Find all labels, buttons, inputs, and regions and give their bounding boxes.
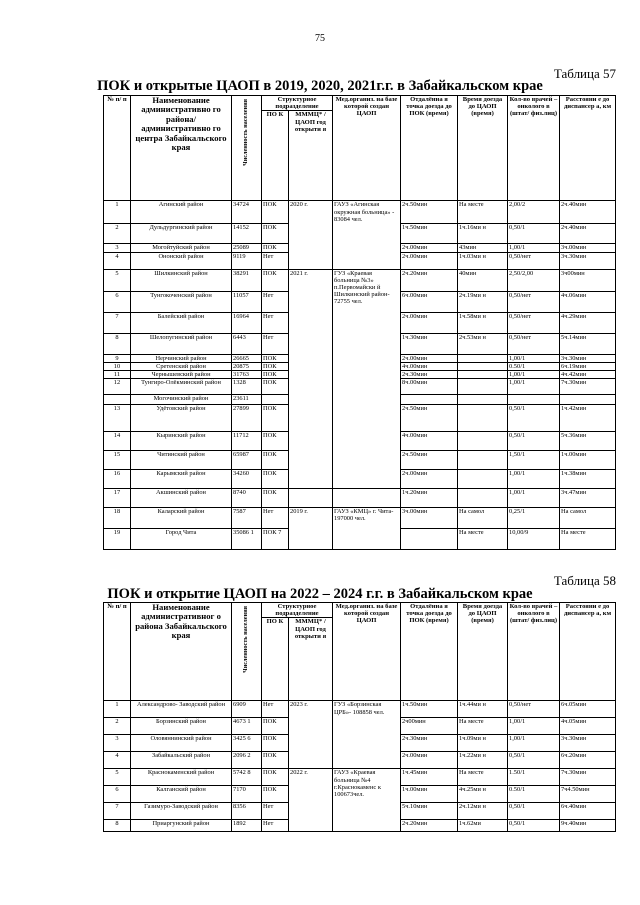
cell-pop: 34724 (232, 201, 262, 224)
cell-pok: ПОК (262, 371, 289, 379)
cell-far: 5ч.10мин (401, 803, 458, 820)
cell-n: 6 (104, 291, 131, 312)
cell-far: 3ч.00мин (401, 508, 458, 529)
cell-pop: 16964 (232, 312, 262, 333)
cell-name: Забайкальский район (131, 752, 232, 769)
col-header-district: Наименование административно го района/ административно го центра Забайкальского края (131, 96, 232, 201)
col-header-distance-km: Расстояни е до диспансер а, км (560, 96, 616, 201)
cell-n: 9 (104, 354, 131, 362)
cell-name: Краснокаменский район (131, 769, 232, 786)
cell-pok: ПОК 7 (262, 529, 289, 550)
cell-name: Могочинский район (131, 395, 232, 405)
cell-pok: ПОК (262, 379, 289, 395)
cell-time (458, 362, 508, 370)
table-58-title: ПОК и открытие ЦАОП на 2022 – 2024 г.г. в Забайкальском крае (107, 586, 533, 602)
cell-time: 1ч.09ми н (458, 735, 508, 752)
cell-far (401, 529, 458, 550)
cell-pok: ПОК (262, 432, 289, 451)
col-header-doctors: Кол-во врачей – онколого в (штат/ физ.лиц) (508, 96, 560, 201)
cell-doc: 0.50/1 (508, 786, 560, 803)
cell-doc: 0,50/1 (508, 224, 560, 244)
cell-far: 2ч.50мин (401, 201, 458, 224)
cell-doc: 1,00/1 (508, 354, 560, 362)
cell-far: 2ч.00мин (401, 354, 458, 362)
cell-name: Тунгиро-Олёкминский район (131, 379, 232, 395)
cell-pop: 4673 1 (232, 718, 262, 735)
cell-far: 2ч.00мин (401, 244, 458, 252)
cell-n: 2 (104, 224, 131, 244)
cell-far: 8ч.00мин (401, 379, 458, 395)
cell-doc: 0,50/1 (508, 820, 560, 832)
cell-n: 12 (104, 379, 131, 395)
cell-pok: ПОК (262, 269, 289, 291)
cell-pop: 6909 (232, 701, 262, 718)
cell-doc: 0,50/1 (508, 405, 560, 432)
cell-med: ГУЗ «Борзинская ЦРБ»- 108858 чел. (333, 701, 401, 769)
cell-name: Шилкинский район (131, 269, 232, 291)
cell-far: 1ч.00мин (401, 786, 458, 803)
col-header-travel-time: Время доезда до ЦАОП (время) (458, 603, 508, 701)
cell-time: На месте (458, 769, 508, 786)
cell-pok: ПОК (262, 362, 289, 370)
cell-pok: Нет (262, 803, 289, 820)
table-row (104, 769, 616, 786)
cell-far: 1ч.45мин (401, 769, 458, 786)
col-header-population: Численность населения (232, 96, 262, 201)
cell-doc: 2,50/2,00 (508, 269, 560, 291)
cell-med: ГУЗ «Краевая больница №3» п.Первомайски й Шилкинский район- 72755 чел. (333, 269, 401, 489)
col-header-mmmc: МММЦ* / ЦАОП год открыти я (289, 618, 333, 701)
table-58-caption: Таблица 58 (553, 573, 616, 588)
cell-pok: Нет (262, 291, 289, 312)
cell-dist: 6ч.19мин (560, 362, 616, 370)
cell-pop: 1892 (232, 820, 262, 832)
cell-pop: 6443 (232, 333, 262, 354)
cell-n: 8 (104, 820, 131, 832)
cell-pok: ПОК (262, 769, 289, 786)
cell-time: 2ч.53ми н (458, 333, 508, 354)
cell-dist: 2ч.40мин (560, 201, 616, 224)
cell-far: 1ч.50мин (401, 224, 458, 244)
col-header-pok: ПО К (262, 111, 289, 201)
cell-time (458, 432, 508, 451)
cell-far: 1ч.30мин (401, 333, 458, 354)
cell-dist: 6ч.40мин (560, 803, 616, 820)
cell-pop: 14152 (232, 224, 262, 244)
cell-doc (508, 395, 560, 405)
cell-pop: 3425 6 (232, 735, 262, 752)
cell-dist: 3ч.00мин (560, 244, 616, 252)
table-57-caption: Таблица 57 (553, 66, 616, 81)
cell-time: 1ч.44ми н (458, 701, 508, 718)
cell-year (289, 489, 333, 508)
cell-name: Агинский район (131, 201, 232, 224)
cell-far: 2ч.00мин (401, 752, 458, 769)
cell-far: 2ч.50мин (401, 451, 458, 470)
cell-doc: 0,25/1 (508, 508, 560, 529)
cell-dist: 3ч.30мин (560, 252, 616, 269)
cell-doc: 1,00/1 (508, 735, 560, 752)
cell-doc: 1,00/1 (508, 470, 560, 489)
cell-year: 2023 г. (289, 701, 333, 769)
table-row (104, 489, 616, 508)
cell-dist: 1ч.00мин (560, 451, 616, 470)
cell-time: На месте (458, 201, 508, 224)
cell-time: 4ч.25ми н (458, 786, 508, 803)
cell-dist: 1ч.38мин (560, 470, 616, 489)
cell-n: 4 (104, 752, 131, 769)
cell-time: На месте (458, 718, 508, 735)
cell-doc: 2,00/2 (508, 201, 560, 224)
cell-time: 43мин (458, 244, 508, 252)
cell-time (458, 371, 508, 379)
col-header-medorg: Мед.организ. на базе которой создан ЦАОП (333, 96, 401, 201)
cell-pop: 8356 (232, 803, 262, 820)
cell-pop: 26665 (232, 354, 262, 362)
cell-name: Ононский район (131, 252, 232, 269)
cell-med: ГАУЗ «Краевая больница №4 г.Краснокаменс к 100673чел. (333, 769, 401, 832)
cell-time (458, 405, 508, 432)
cell-far: 4ч.00мин (401, 362, 458, 370)
col-header-medorg: Мед.организ. на базе которой создан ЦАОП (333, 603, 401, 701)
table-row (104, 701, 616, 718)
cell-dist: 4ч.06мин (560, 291, 616, 312)
page-number: 75 (315, 33, 325, 44)
cell-doc: 0,50/1 (508, 803, 560, 820)
table-57-title: ПОК и открытые ЦАОП в 2019, 2020, 2021г.г. в Забайкальском крае (97, 78, 543, 94)
cell-time: 1ч.03ми н (458, 252, 508, 269)
cell-time: 2ч.12ми н (458, 803, 508, 820)
cell-pop: 31763 (232, 371, 262, 379)
cell-time: 1ч.62ми (458, 820, 508, 832)
table-58 (103, 602, 616, 832)
cell-dist: 3ч00мин (560, 269, 616, 291)
cell-n: 16 (104, 470, 131, 489)
cell-time: На самол (458, 508, 508, 529)
cell-doc: 1.50/1 (508, 769, 560, 786)
cell-year: 2019 г. (289, 508, 333, 550)
table-row (104, 201, 616, 224)
cell-pok (262, 395, 289, 405)
cell-dist: 9ч.40мин (560, 820, 616, 832)
cell-dist: 3ч.30мин (560, 735, 616, 752)
col-header-travel-time: Время доезда до ЦАОП (время) (458, 96, 508, 201)
cell-pok: Нет (262, 252, 289, 269)
col-header-pok: ПО К (262, 618, 289, 701)
cell-n: 5 (104, 769, 131, 786)
col-header-district: Наименование административног о района Забайкальского края (131, 603, 232, 701)
cell-name: Читинский район (131, 451, 232, 470)
cell-med (333, 489, 401, 508)
cell-n: 5 (104, 269, 131, 291)
cell-dist: 2ч.40мин (560, 224, 616, 244)
cell-doc: 0,50/нет (508, 312, 560, 333)
table-row (104, 269, 616, 291)
cell-dist: 4ч.29мин (560, 312, 616, 333)
cell-far: 2ч.00мин (401, 312, 458, 333)
cell-pok: ПОК (262, 470, 289, 489)
cell-n: 17 (104, 489, 131, 508)
cell-dist: 6ч.20мин (560, 752, 616, 769)
cell-dist: На месте (560, 529, 616, 550)
cell-n: 2 (104, 718, 131, 735)
cell-pok: ПОК (262, 752, 289, 769)
cell-doc: 1,50/1 (508, 451, 560, 470)
table-57 (103, 95, 616, 550)
cell-name: Карымский район (131, 470, 232, 489)
cell-dist: 6ч.05мин (560, 701, 616, 718)
cell-n: 7 (104, 803, 131, 820)
cell-doc: 0.50/1 (508, 362, 560, 370)
col-header-distance-point: Отдалённа я точка доезда до ПОК (время) (401, 603, 458, 701)
cell-far: 2ч.30мин (401, 735, 458, 752)
cell-pok: ПОК (262, 718, 289, 735)
cell-n: 1 (104, 201, 131, 224)
cell-pop: 11712 (232, 432, 262, 451)
cell-far: 2ч.20мин (401, 269, 458, 291)
cell-pop: 20875 (232, 362, 262, 370)
cell-n: 15 (104, 451, 131, 470)
cell-pok: ПОК (262, 224, 289, 244)
cell-doc: 0,50/1 (508, 752, 560, 769)
cell-n: 3 (104, 735, 131, 752)
cell-name: Каларский район (131, 508, 232, 529)
cell-doc: 1,00/1 (508, 489, 560, 508)
cell-name: Нерчинский район (131, 354, 232, 362)
cell-dist: 3ч.30мин (560, 354, 616, 362)
col-header-distance-km: Расстояни е до диспансер а, км (560, 603, 616, 701)
cell-pok: ПОК (262, 201, 289, 224)
cell-dist (560, 395, 616, 405)
cell-pop: 38291 (232, 269, 262, 291)
cell-dist: На самол (560, 508, 616, 529)
cell-far: 2ч.30мин (401, 371, 458, 379)
cell-doc: 10,00/9 (508, 529, 560, 550)
cell-pop: 2096 2 (232, 752, 262, 769)
cell-name: Оловяннинский район (131, 735, 232, 752)
cell-name: Александрово- Заводский район (131, 701, 232, 718)
col-header-distance-point: Отдалённа я точка доезда до ПОК (время) (401, 96, 458, 201)
cell-pop: 35086 1 (232, 529, 262, 550)
cell-name: Акшинский район (131, 489, 232, 508)
cell-far: 4ч.00мин (401, 432, 458, 451)
cell-dist: 5ч.14мин (560, 333, 616, 354)
cell-pop: 65987 (232, 451, 262, 470)
col-header-structural: Структурное подразделение (262, 96, 333, 111)
cell-far: 2ч.20мин (401, 820, 458, 832)
cell-doc: 0,50/нет (508, 701, 560, 718)
cell-year: 2022 г. (289, 769, 333, 832)
cell-time: На месте (458, 529, 508, 550)
cell-pop: 23611 (232, 395, 262, 405)
cell-pok: Нет (262, 333, 289, 354)
cell-far: 6ч.00мин (401, 291, 458, 312)
cell-pok: ПОК (262, 735, 289, 752)
cell-doc: 0,50/нет (508, 291, 560, 312)
cell-far: 2ч.00мин (401, 470, 458, 489)
cell-time (458, 354, 508, 362)
cell-pok: ПОК (262, 244, 289, 252)
cell-n: 6 (104, 786, 131, 803)
cell-name: Шелопугинский район (131, 333, 232, 354)
cell-doc: 0,50/нет (508, 252, 560, 269)
cell-pok: ПОК (262, 489, 289, 508)
cell-pop: 9119 (232, 252, 262, 269)
cell-time: 1ч.22ми н (458, 752, 508, 769)
cell-name: Приаргунский район (131, 820, 232, 832)
cell-pok: Нет (262, 508, 289, 529)
cell-far: 2ч.00мин (401, 252, 458, 269)
cell-n: 10 (104, 362, 131, 370)
cell-pop: 8740 (232, 489, 262, 508)
cell-dist: 4ч.05мин (560, 718, 616, 735)
cell-doc: 1,00/1 (508, 371, 560, 379)
cell-n: 3 (104, 244, 131, 252)
cell-pop: 7170 (232, 786, 262, 803)
cell-n: 14 (104, 432, 131, 451)
cell-time (458, 489, 508, 508)
cell-n: 19 (104, 529, 131, 550)
col-header-num: № п/ п (104, 603, 131, 701)
cell-name: Кыринский район (131, 432, 232, 451)
cell-time (458, 451, 508, 470)
col-header-mmmc: МММЦ* / ЦАОП год открыти я (289, 111, 333, 201)
cell-pok: ПОК (262, 405, 289, 432)
cell-far: 2ч.50мин (401, 405, 458, 432)
cell-doc: 1,00/1 (508, 244, 560, 252)
cell-time (458, 395, 508, 405)
cell-name: Газимуро-Заводский район (131, 803, 232, 820)
cell-name: Калганский район (131, 786, 232, 803)
cell-year: 2020 г. (289, 201, 333, 269)
cell-name: Дульдургинский район (131, 224, 232, 244)
cell-pop: 27899 (232, 405, 262, 432)
cell-pop: 1328 (232, 379, 262, 395)
cell-pok: Нет (262, 701, 289, 718)
cell-time: 1ч.58ми н (458, 312, 508, 333)
cell-n: 18 (104, 508, 131, 529)
cell-pop: 7587 (232, 508, 262, 529)
cell-name: Чернышевский район (131, 371, 232, 379)
cell-med: ГАУЗ «КМЦ» г. Чита- 197000 чел. (333, 508, 401, 550)
cell-name: Город Чита (131, 529, 232, 550)
cell-pok: ПОК (262, 354, 289, 362)
cell-name: Сретенский район (131, 362, 232, 370)
col-header-num: № п/ п (104, 96, 131, 201)
cell-name: Удётовский район (131, 405, 232, 432)
cell-dist: 7ч.30мин (560, 379, 616, 395)
col-header-doctors: Кол-во врачей – онколого в (штат/ физ.лиц) (508, 603, 560, 701)
cell-time (458, 470, 508, 489)
cell-time: 2ч.19ми н (458, 291, 508, 312)
cell-n: 8 (104, 333, 131, 354)
cell-dist: 5ч.36мин (560, 432, 616, 451)
cell-n: 13 (104, 405, 131, 432)
cell-pop: 34260 (232, 470, 262, 489)
cell-name: Борзинский район (131, 718, 232, 735)
cell-far: 1ч.50мин (401, 701, 458, 718)
cell-far: 1ч.20мин (401, 489, 458, 508)
cell-n: 7 (104, 312, 131, 333)
cell-dist: 3ч.47мин (560, 489, 616, 508)
cell-pop: 25089 (232, 244, 262, 252)
cell-pop: 5742 8 (232, 769, 262, 786)
col-header-population: Численность населения (232, 603, 262, 701)
cell-n (104, 395, 131, 405)
cell-n: 1 (104, 701, 131, 718)
cell-name: Могойтуйский район (131, 244, 232, 252)
cell-time: 40мин (458, 269, 508, 291)
cell-doc: 0,50/нет (508, 333, 560, 354)
cell-pok: Нет (262, 312, 289, 333)
cell-pop: 11057 (232, 291, 262, 312)
cell-far: 2ч00мин (401, 718, 458, 735)
cell-dist: 1ч.42мин (560, 405, 616, 432)
cell-dist: 4ч.42мин (560, 371, 616, 379)
cell-med: ГАУЗ «Агинская окружная больница» - 83084 чел. (333, 201, 401, 269)
table-row (104, 508, 616, 529)
cell-pok: ПОК (262, 451, 289, 470)
cell-dist: 7ч4.50мин (560, 786, 616, 803)
cell-n: 4 (104, 252, 131, 269)
cell-time: 1ч.16ми н (458, 224, 508, 244)
cell-n: 11 (104, 371, 131, 379)
cell-name: Балейский район (131, 312, 232, 333)
cell-doc: 1,00/1 (508, 379, 560, 395)
cell-far (401, 395, 458, 405)
cell-doc: 1,00/1 (508, 718, 560, 735)
cell-doc: 0,50/1 (508, 432, 560, 451)
col-header-structural: Структурное подразделение (262, 603, 333, 618)
cell-name: Тунгокоченский район (131, 291, 232, 312)
cell-pok: Нет (262, 820, 289, 832)
cell-pok: ПОК (262, 786, 289, 803)
cell-time (458, 379, 508, 395)
cell-year: 2021 г. (289, 269, 333, 489)
cell-dist: 7ч.30мин (560, 769, 616, 786)
